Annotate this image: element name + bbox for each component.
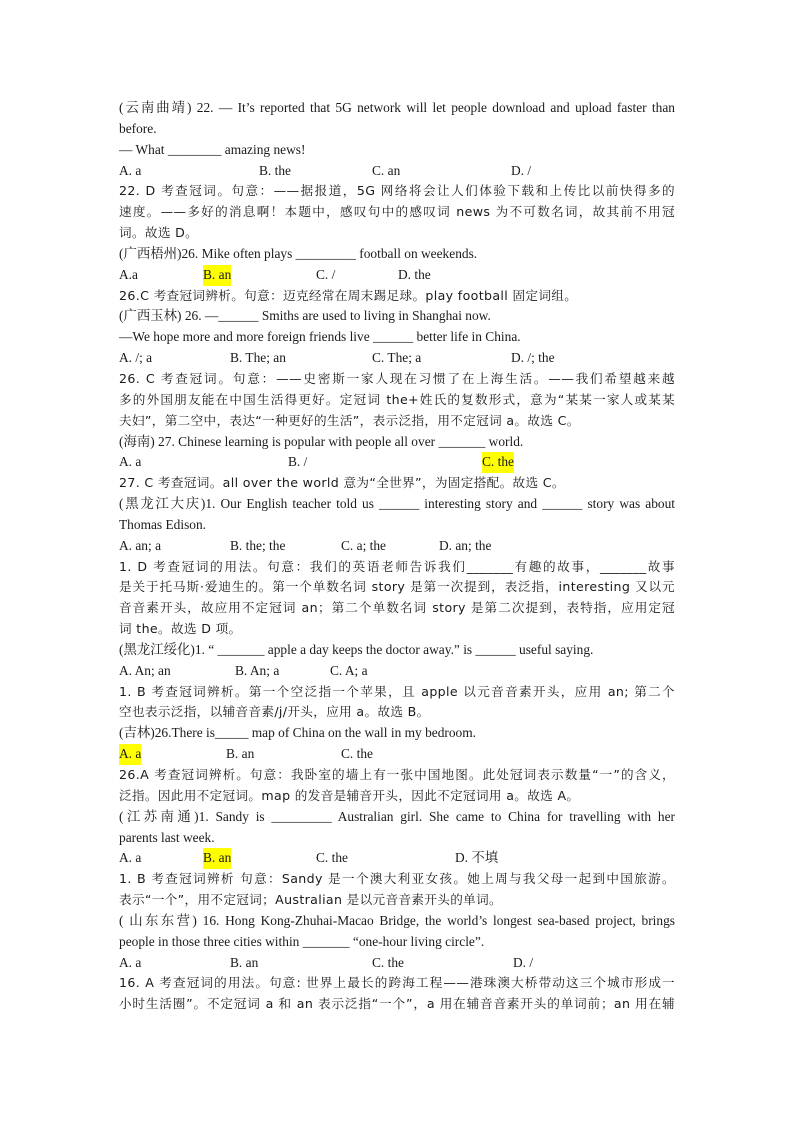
option-d: D. 不填 [455,850,499,866]
explanation-line: 1. B 考查冠词辨析。第一个空泛指一个苹果，且 apple 以元音音素开头，应用 an; 第二个 [119,683,675,699]
option-a: A. a [119,162,142,178]
option-row [119,265,675,286]
option-a: A. a [119,850,142,866]
option-a: A.a [119,266,138,282]
option-b: B. an [230,954,259,970]
option-d: D. the [398,266,431,282]
question-stem-line: (黑龙江大庆)1. Our English teacher told us ______ interesting story and ______ story was about [119,496,675,512]
explanation-line: 是关于托马斯·爱迪生的。第一个单数名词 story 是第一次提到，表泛指，interesting 又以元 [119,579,675,595]
option-row [119,848,675,869]
question-stem-line: —We hope more and more foreign friends live ______ better life in China. [119,329,521,345]
question-stem-line: before. [119,120,157,136]
option-row [119,953,675,974]
explanation-line: 词 the。故选 D 项。 [119,621,242,637]
document-body [119,98,675,1015]
question-stem-line: (广西玉林) 26. —______ Smiths are used to living in Shanghai now. [119,308,491,324]
explanation-line: 16. A 考查冠词的用法。句意: 世界上最长的跨海工程——港珠澳大桥带动这三个城市形成一 [119,975,675,991]
question-stem-line: (吉林)26.There is_____ map of China on the wall in my bedroom. [119,725,477,741]
question-stem-line: Thomas Edison. [119,516,207,532]
explanation-line: 空也表示泛指，以辅音音素/j/开头，应用 a。故选 B。 [119,704,430,720]
option-d: D. an; the [439,537,492,553]
option-row [119,744,675,765]
explanation-line: 26.A 考查冠词辨析。句意：我卧室的墙上有一张中国地图。此处冠词表示数量“一”的含义， [119,767,675,782]
explanation-line: 26. C 考查冠词。句意：——史密斯一家人现在习惯了在上海生活。——我们希望越来越 [119,370,675,386]
option-a: A. a [119,454,142,470]
option-row [119,348,675,369]
explanation-line: 小时生活圈”。不定冠词 a 和 an 表示泛指“一个”，a 用在辅音音素开头的单词前；an 用在辅 [119,996,675,1012]
option-a: A. /; a [119,350,153,366]
question-stem-line: (云南曲靖) 22. — It’s reported that 5G network will let people download and upload faster than [119,100,675,115]
explanation-line: 泛指。因此用不定冠词。map 的发音是辅音开头，因此不定冠词用 a。故选 A。 [119,787,580,803]
question-stem-line: — What ________ amazing news! [119,141,306,157]
option-row [119,536,675,557]
explanation-line: 音音素开头，故应用不定冠词 an；第二个单数名词 story 是第二次提到，表特指，应用定冠 [119,600,675,616]
option-b: B. / [288,454,308,470]
option-b-highlighted: B. an [203,265,231,286]
option-row [119,161,675,182]
explanation-line: 26.C 考查冠词辨析。句意：迈克经常在周末踢足球。play football 固定词组。 [119,287,578,303]
option-d: D. /; the [511,350,555,366]
option-a: A. a [119,954,142,970]
question-stem-line: (黑龙江绥化)1. “ _______ apple a day keeps the doctor away.” is ______ useful saying. [119,641,594,657]
explanation-line: 1. B 考查冠词辨析 句意：Sandy 是一个澳大利亚女孩。她上周与我父母一起到中国旅游。 [119,871,675,887]
option-d: D. / [511,162,532,178]
option-row [119,661,675,682]
option-row [119,452,675,473]
option-a: A. An; an [119,662,171,678]
explanation-line: 夫妇”，第二空中，表达“一种更好的生活”，表示泛指，用不定冠词 a。故选 C。 [119,412,580,428]
option-c: C. the [316,850,348,866]
question-stem-line: people in those three cities within _______ “one-hour living circle”. [119,933,485,949]
question-stem-line: ( 山东东营) 16. Hong Kong-Zhuhai-Macao Bridge, the world’s longest sea-based project, brings [119,912,675,928]
option-b: B. An; a [235,662,280,678]
question-stem-line: (江苏南通)1. Sandy is _________ Australian girl. She came to China for travelling with her [119,808,675,824]
option-c: C. / [316,266,336,282]
explanation-line: 词。故选 D。 [119,225,199,241]
question-stem-line: (海南) 27. Chinese learning is popular with people all over _______ world. [119,433,524,449]
option-c: C. a; the [341,537,386,553]
option-c: C. the [341,746,373,762]
option-c-highlighted: C. the [482,452,514,473]
option-d: D. / [513,954,534,970]
option-b: B. the [259,162,291,178]
option-c: C. the [372,954,404,970]
explanation-line: 多的外国朋友能在中国生活得更好。定冠词 the+姓氏的复数形式，意为“某某一家人或某某 [119,391,675,407]
explanation-line: 速度。——多好的消息啊！本题中，感叹句中的感叹词 news 为不可数名词，故其前不用冠 [119,204,675,220]
explanation-line: 1. D 考查冠词的用法。句意：我们的英语老师告诉我们_______有趣的故事，_______故事 [119,558,675,574]
question-stem-line: (广西梧州)26. Mike often plays _________ football on weekends. [119,245,478,261]
explanation-line: 22. D 考查冠词。句意：——据报道，5G 网络将会让人们体验下载和上传比以前快得多的 [119,183,675,199]
explanation-line: 27. C 考查冠词。all over the world 意为“全世界”，为固定搭配。故选 C。 [119,475,565,491]
option-c: C. A; a [330,662,368,678]
option-a: A. an; a [119,537,162,553]
question-stem-line: parents last week. [119,829,215,845]
option-b: B. the; the [230,537,286,553]
option-c: C. The; a [372,350,422,366]
option-b: B. The; an [230,350,286,366]
option-c: C. an [372,162,401,178]
option-b: B. an [226,746,255,762]
explanation-line: 表示“一个”，用不定冠词；Australian 是以元音音素开头的单词。 [119,892,502,908]
option-a-highlighted: A. a [119,744,141,765]
option-b-highlighted: B. an [203,848,231,869]
